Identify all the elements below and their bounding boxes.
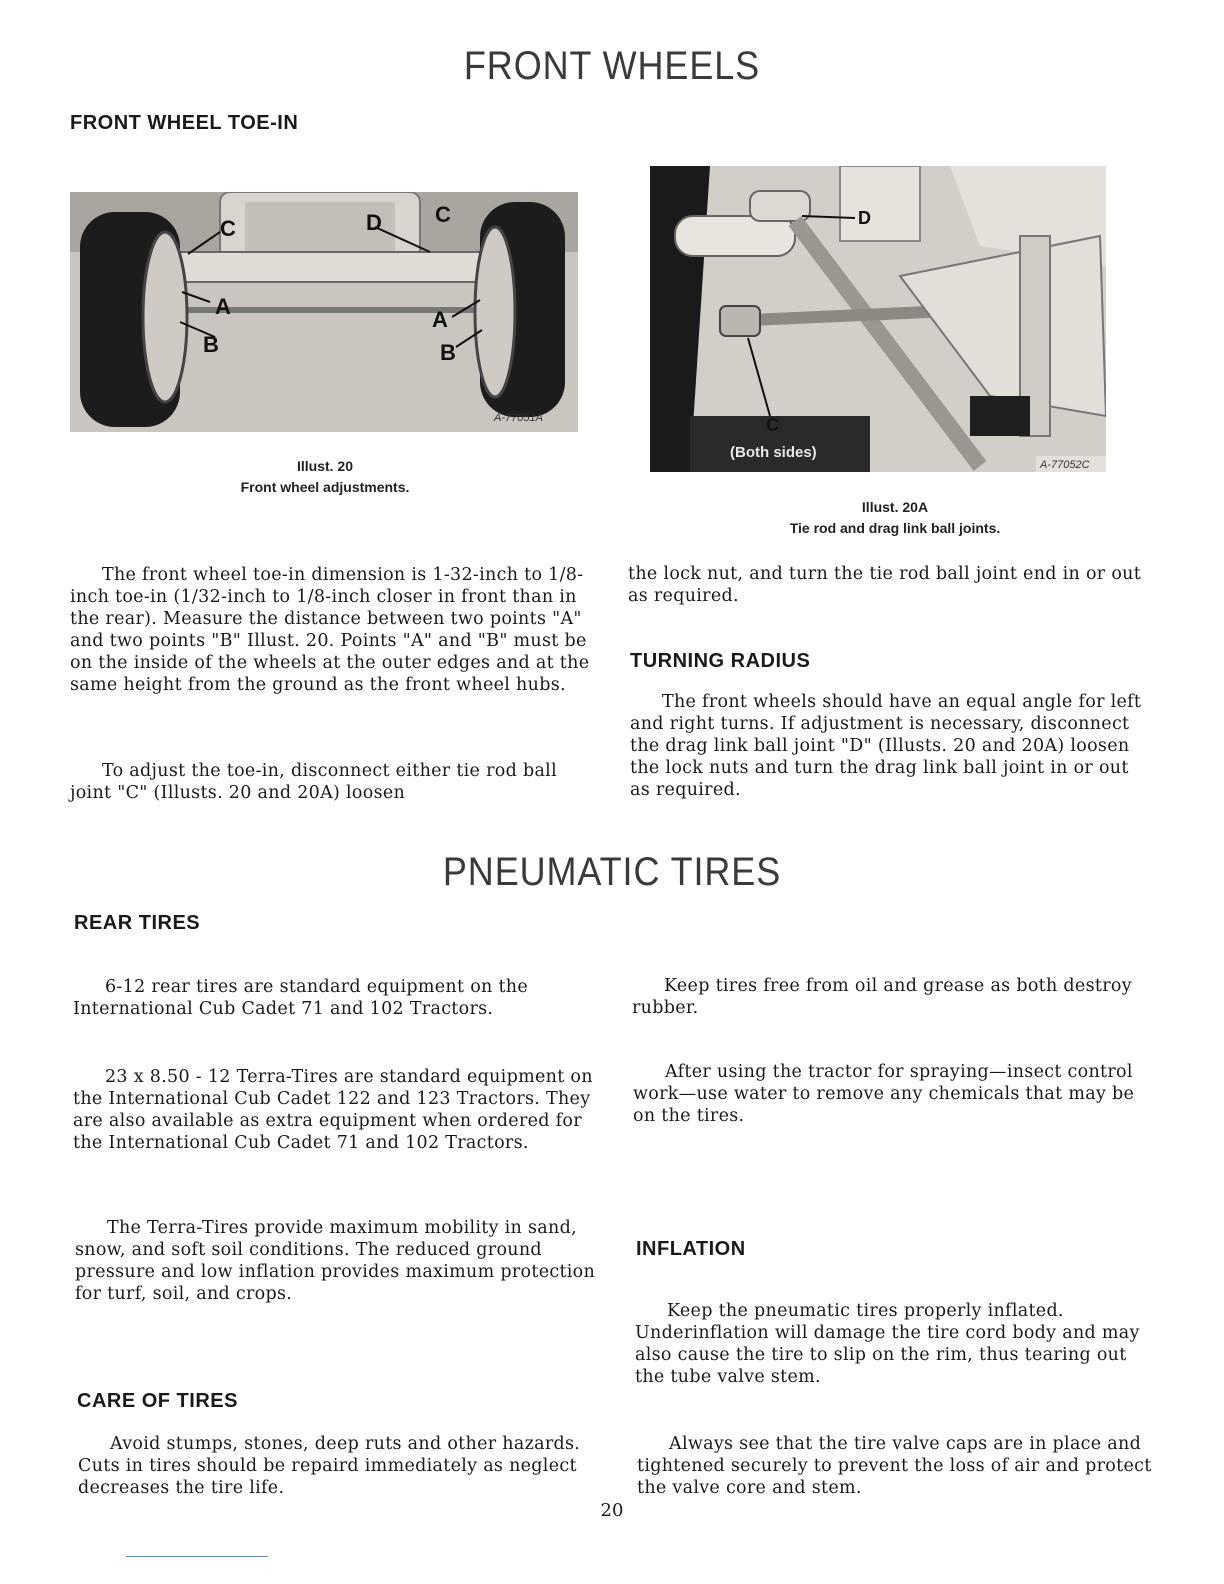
para-inflation: Keep the pneumatic tires properly inflated. Underinflation will damage the tire cord body and may also cause the tire to slip on the rim, thus tearing out the tube valve stem. [635,1301,1140,1387]
para-oil-grease: Keep tires free from oil and grease as both destroy rubber. [632,976,1132,1018]
illust-20a-label-both-sides: (Both sides) [730,444,817,461]
illust-20a-label-c: C [766,415,779,435]
para-valve-caps: Always see that the tire valve caps are in place and tightened securely to prevent the loss of air and protect the valve core and stem. [637,1434,1152,1498]
illust-20a-label-d: D [858,208,871,228]
heading-front-wheel-toe-in: FRONT WHEEL TOE-IN [70,112,299,134]
illust-20a-photo [650,166,1106,472]
illust-20-caption-number: Illust. 20 [296,458,354,474]
para-rear-tires-standard: 6-12 rear tires are standard equipment on the International Cub Cadet 71 and 102 Tractors. [73,977,529,1019]
illust-20-photo [70,192,578,432]
illust-20a-caption-text: Tie rod and drag link ball joints. [789,520,1001,536]
section-title-front-wheels: FRONT WHEELS [463,44,761,88]
heading-turning-radius: TURNING RADIUS [630,650,811,672]
illust-20-label-c-left: C [220,216,236,241]
illust-20-label-b-left: B [203,332,219,357]
illust-20-label-a-right: A [432,307,448,332]
illust-20-caption-text: Front wheel adjustments. [240,479,410,495]
illust-20a-caption-number: Illust. 20A [861,499,929,515]
para-terra-tires-standard: 23 x 8.50 - 12 Terra-Tires are standard equipment on the International Cub Cadet 122 and 123 Tractors. They are also available as extra equipment when ordered for the International Cub Cadet 71 and 102 Tractors. [73,1067,593,1153]
heading-inflation: INFLATION [636,1238,746,1260]
para-toe-in-dimension: The front wheel toe-in dimension is 1-32-inch to 1/8-inch toe-in (1/32-inch to 1/8-inch closer in front than in the rear). Measure the distance between two points "A" and two points "B" Illust. 20. Points "A" and "B" must be on the inside of the wheels at the outer edges and at the same height from the ground as the front wheel hubs. [70,565,590,695]
illust-20-label-b-right: B [440,340,456,365]
illust-20-caption [200,456,450,498]
illust-20-label-d: D [366,210,382,235]
page-number: 20 [600,1500,624,1521]
heading-care-of-tires: CARE OF TIRES [77,1390,238,1412]
para-lock-nut: the lock nut, and turn the tie rod ball joint end in or out as required. [628,564,1142,606]
heading-rear-tires: REAR TIRES [74,912,201,934]
section-title-pneumatic-tires: PNEUMATIC TIRES [442,850,782,894]
illust-20a-code: A-77052C [1040,459,1090,471]
illust-20-code: A-77051A [494,412,543,424]
para-terra-tires-mobility: The Terra-Tires provide maximum mobility in sand, snow, and soft soil conditions. The reduced ground pressure and low inflation provides maximum protection for turf, soil, and crops. [75,1218,596,1304]
para-spraying: After using the tractor for spraying—insect control work—use water to remove any chemicals that may be on the tires. [633,1062,1135,1126]
para-turning-radius: The front wheels should have an equal angle for left and right turns. If adjustment is necessary, disconnect the drag link ball joint "D" (Illusts. 20 and 20A) loosen the lock nuts and turn the drag link ball joint in or out as required. [630,692,1142,800]
illust-20a-caption [740,497,1050,539]
para-care-of-tires: Avoid stumps, stones, deep ruts and other hazards. Cuts in tires should be repaird immediately as neglect decreases the tire life. [78,1434,581,1498]
footer-divider [126,1556,268,1557]
illust-20-label-a-left: A [215,294,231,319]
illust-20-label-c-right: C [435,202,451,227]
para-adjust-toe-in: To adjust the toe-in, disconnect either tie rod ball joint "C" (Illusts. 20 and 20A) loosen [70,761,557,803]
